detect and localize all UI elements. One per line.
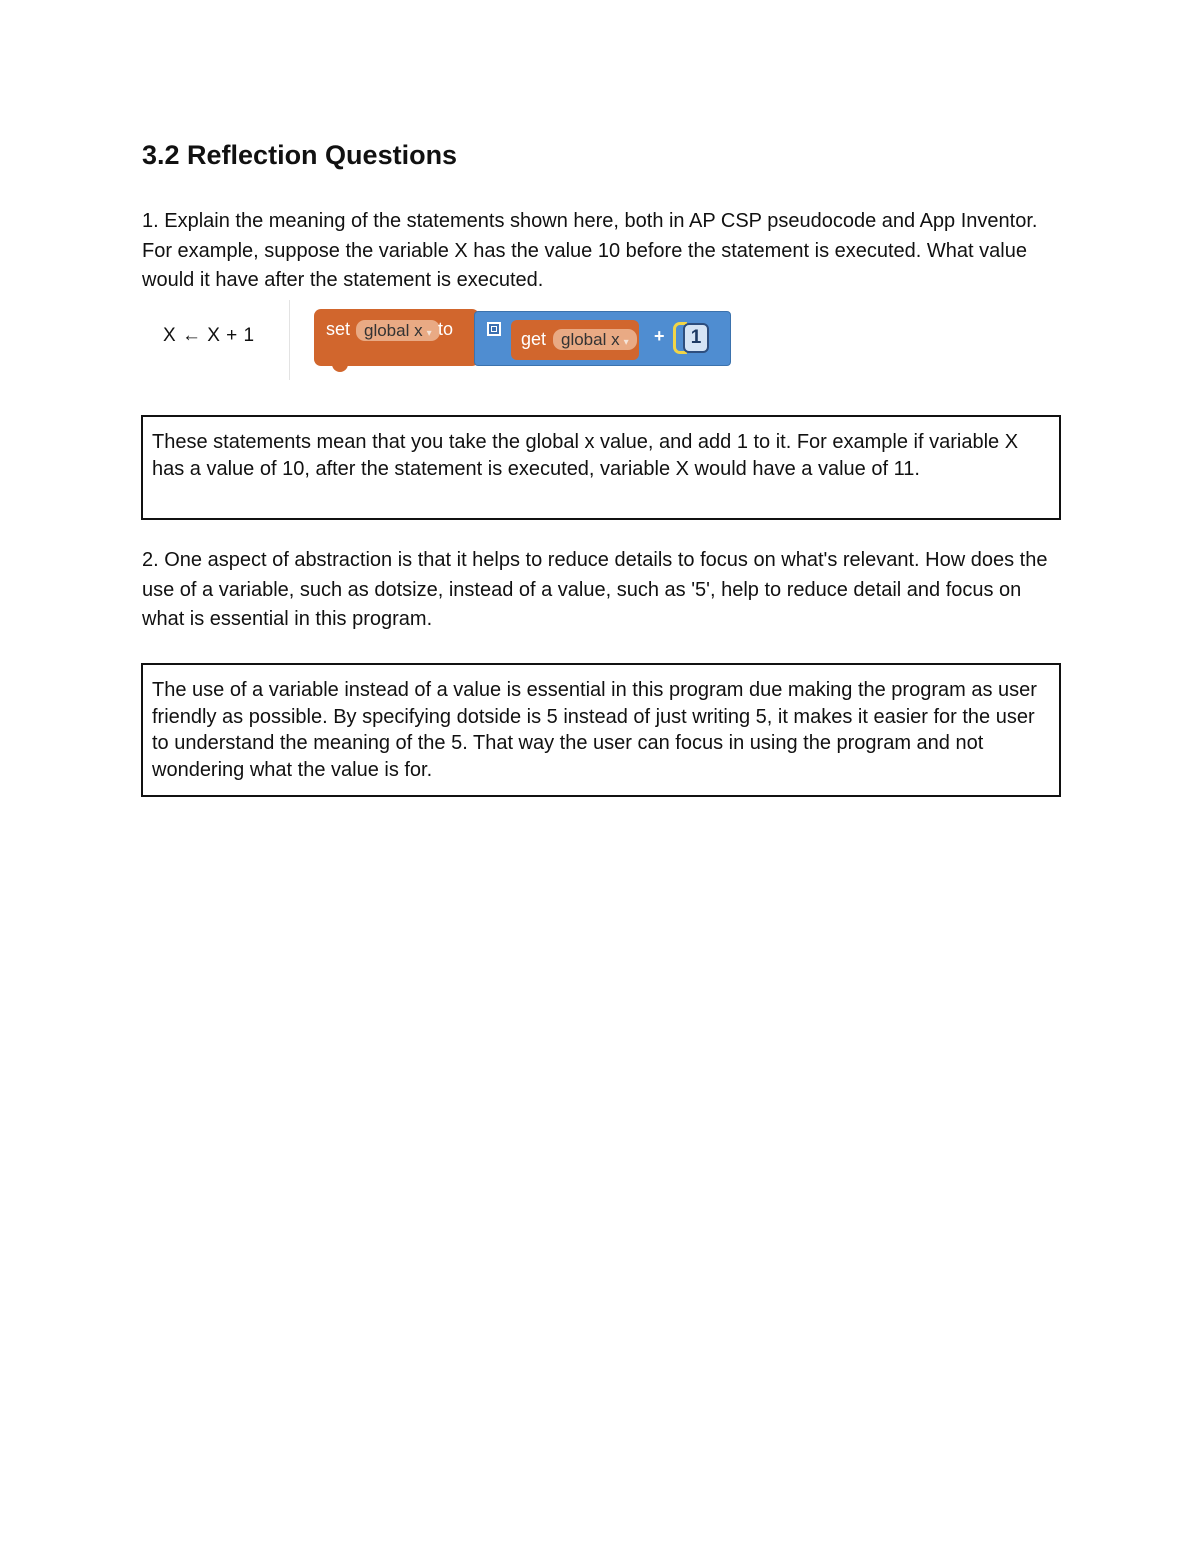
to-label: to	[438, 319, 454, 339]
answer-box-1: These statements mean that you take the global x value, and add 1 to it. For example if variable X has a value of 10, after the statement is executed, variable X would have a value of 11.	[141, 415, 1061, 520]
dropdown-arrow-icon: ▾	[426, 328, 432, 339]
pseudocode-statement: X ← X + 1	[163, 325, 255, 346]
figure-divider	[289, 300, 290, 380]
question-1: 1. Explain the meaning of the statements shown here, both in AP CSP pseudocode and App Inventor. For example, suppose the variable X has the value 10 before the statement is executed. What value would it have after the statement is executed.	[142, 210, 1038, 291]
set-label: set	[326, 319, 351, 339]
question-2: 2. One aspect of abstraction is that it helps to reduce details to focus on what's relevant. How does the use of a variable, such as dotsize, instead of a value, such as '5', help to reduce detail and focus on what is essential in this program.	[142, 549, 1048, 630]
get-variable-name: global x	[561, 330, 620, 349]
set-variable-name: global x	[364, 321, 423, 340]
answer-box-2: The use of a variable instead of a value is essential in this program due making the program as user friendly as possible. By specifying dotside is 5 instead of just writing 5, it makes it easier for the user to understand the meaning of the 5. That way the user can focus in using the program and not wondering what the value is for.	[141, 663, 1061, 797]
mutator-gear-icon	[487, 322, 501, 336]
section-heading: 3.2 Reflection Questions	[142, 140, 458, 170]
set-variable-block	[314, 309, 479, 366]
number-value: 1	[683, 323, 709, 353]
get-label: get	[521, 329, 547, 349]
block-notch	[332, 361, 348, 372]
get-variable-dropdown	[553, 329, 637, 350]
get-variable-block	[511, 320, 639, 360]
dropdown-arrow-icon: ▾	[623, 337, 629, 348]
set-variable-dropdown	[356, 320, 440, 341]
addition-block	[474, 311, 731, 366]
plus-operator: +	[654, 326, 665, 346]
